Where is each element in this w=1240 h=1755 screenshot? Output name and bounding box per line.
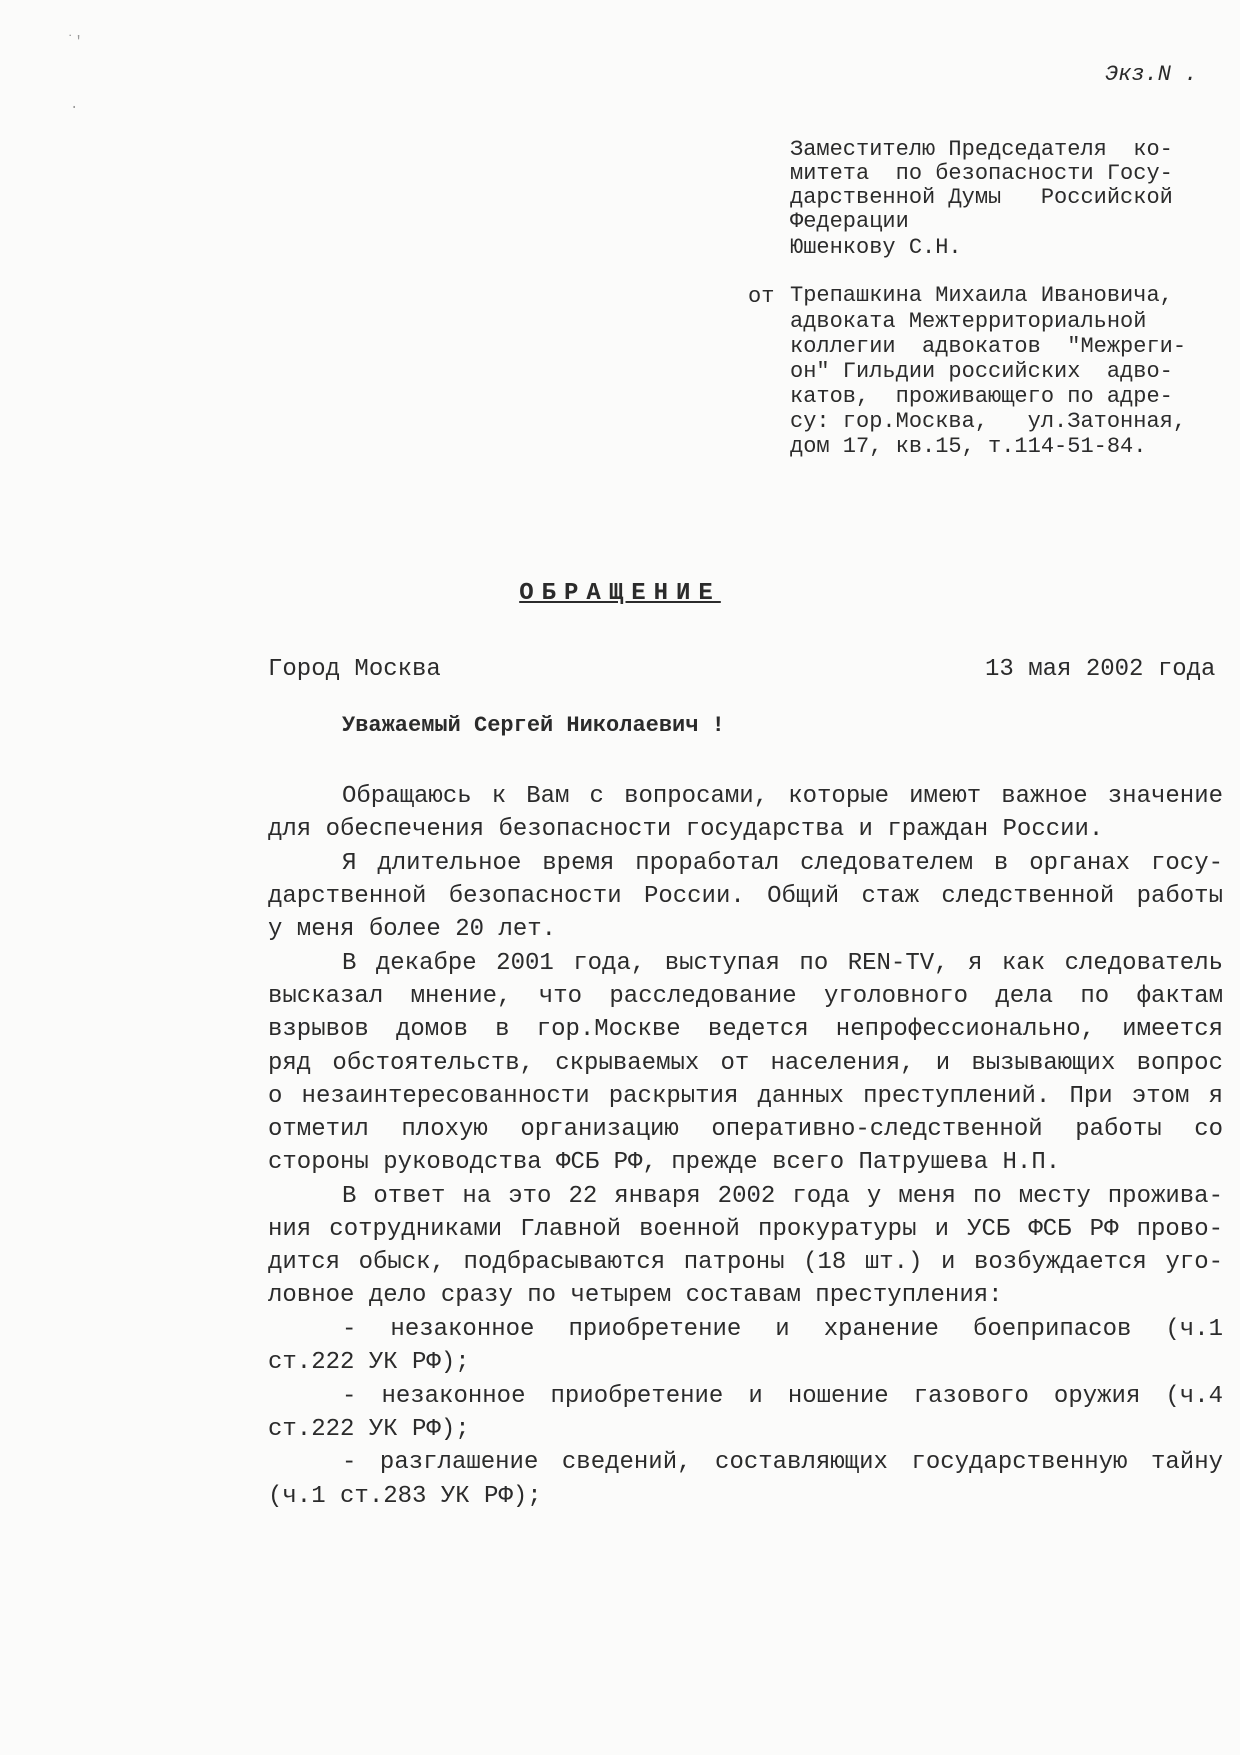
salutation: Уважаемый Сергей Николаевич ! xyxy=(342,713,725,738)
body-line: отметил плохую организацию оперативно-следственной работы со xyxy=(268,1116,1223,1143)
body-line: дарственной безопасности России. Общий стаж следственной работы xyxy=(268,883,1223,910)
date: 13 мая 2002 года xyxy=(985,656,1216,683)
list-item-line: (ч.1 ст.283 УК РФ); xyxy=(268,1483,542,1510)
recipient-line: митета по безопасности Госу- xyxy=(790,161,1173,186)
sender-line: он" Гильдии российских адво- xyxy=(790,359,1173,384)
body-line: высказал мнение, что расследование уголовного дела по фактам xyxy=(268,983,1223,1010)
list-item-line: - незаконное приобретение и хранение боеприпасов (ч.1 xyxy=(342,1316,1223,1343)
body-line: ния сотрудниками Главной военной прокуратуры и УСБ ФСБ РФ прово- xyxy=(268,1216,1223,1243)
body-line: В ответ на это 22 января 2002 года у меня по месту прожива- xyxy=(342,1183,1223,1210)
binding-hole-mark: ˙' xyxy=(66,34,83,50)
body-line: В декабре 2001 года, выступая по REN-TV, я как следователь xyxy=(342,950,1223,977)
sender-prefix: от xyxy=(748,284,775,309)
list-item-line: - разглашение сведений, составляющих государственную тайну xyxy=(342,1449,1223,1476)
body-line: стороны руководства ФСБ РФ, прежде всего Патрушева Н.П. xyxy=(268,1149,1061,1176)
sender-line: катов, проживающего по адре- xyxy=(790,384,1173,409)
sender-line: коллегии адвокатов "Межреги- xyxy=(790,334,1187,359)
recipient-line: Заместителю Председателя ко- xyxy=(790,137,1173,162)
sender-line: дом 17, кв.15, т.114-51-84. xyxy=(790,434,1147,459)
body-line: дится обыск, подбрасываются патроны (18 шт.) и возбуждается уго- xyxy=(268,1249,1223,1276)
document-title: ОБРАЩЕНИЕ xyxy=(519,580,721,607)
body-line: Обращаюсь к Вам с вопросами, которые имеют важное значение xyxy=(342,783,1223,810)
body-line: Я длительное время проработал следователем в органах госу- xyxy=(342,850,1223,877)
recipient-line: дарственной Думы Российской xyxy=(790,185,1173,210)
binding-hole-mark: · xyxy=(70,100,79,116)
body-line: ряд обстоятельств, скрываемых от населения, и вызывающих вопрос xyxy=(268,1050,1223,1077)
body-line: о незаинтересованности раскрытия данных преступлений. При этом я xyxy=(268,1083,1223,1110)
copy-number: Экз.N . xyxy=(1105,62,1198,87)
recipient-name: Юшенкову С.Н. xyxy=(790,235,962,260)
body-line: ловное дело сразу по четырем составам преступления: xyxy=(268,1282,1003,1309)
recipient-line: Федерации xyxy=(790,209,909,234)
city: Город Москва xyxy=(268,656,441,683)
list-item-line: ст.222 УК РФ); xyxy=(268,1349,470,1376)
body-line: для обеспечения безопасности государства и граждан России. xyxy=(268,816,1104,843)
list-item-line: - незаконное приобретение и ношение газового оружия (ч.4 xyxy=(342,1383,1223,1410)
sender-line: су: гор.Москва, ул.Затонная, xyxy=(790,409,1187,434)
body-line: у меня более 20 лет. xyxy=(268,916,557,943)
sender-name: Трепашкина Михаила Ивановича, xyxy=(790,283,1173,308)
body-line: взрывов домов в гор.Москве ведется непрофессионально, имеется xyxy=(268,1016,1223,1043)
list-item-line: ст.222 УК РФ); xyxy=(268,1416,470,1443)
sender-line: адвоката Межтерриториальной xyxy=(790,309,1147,334)
